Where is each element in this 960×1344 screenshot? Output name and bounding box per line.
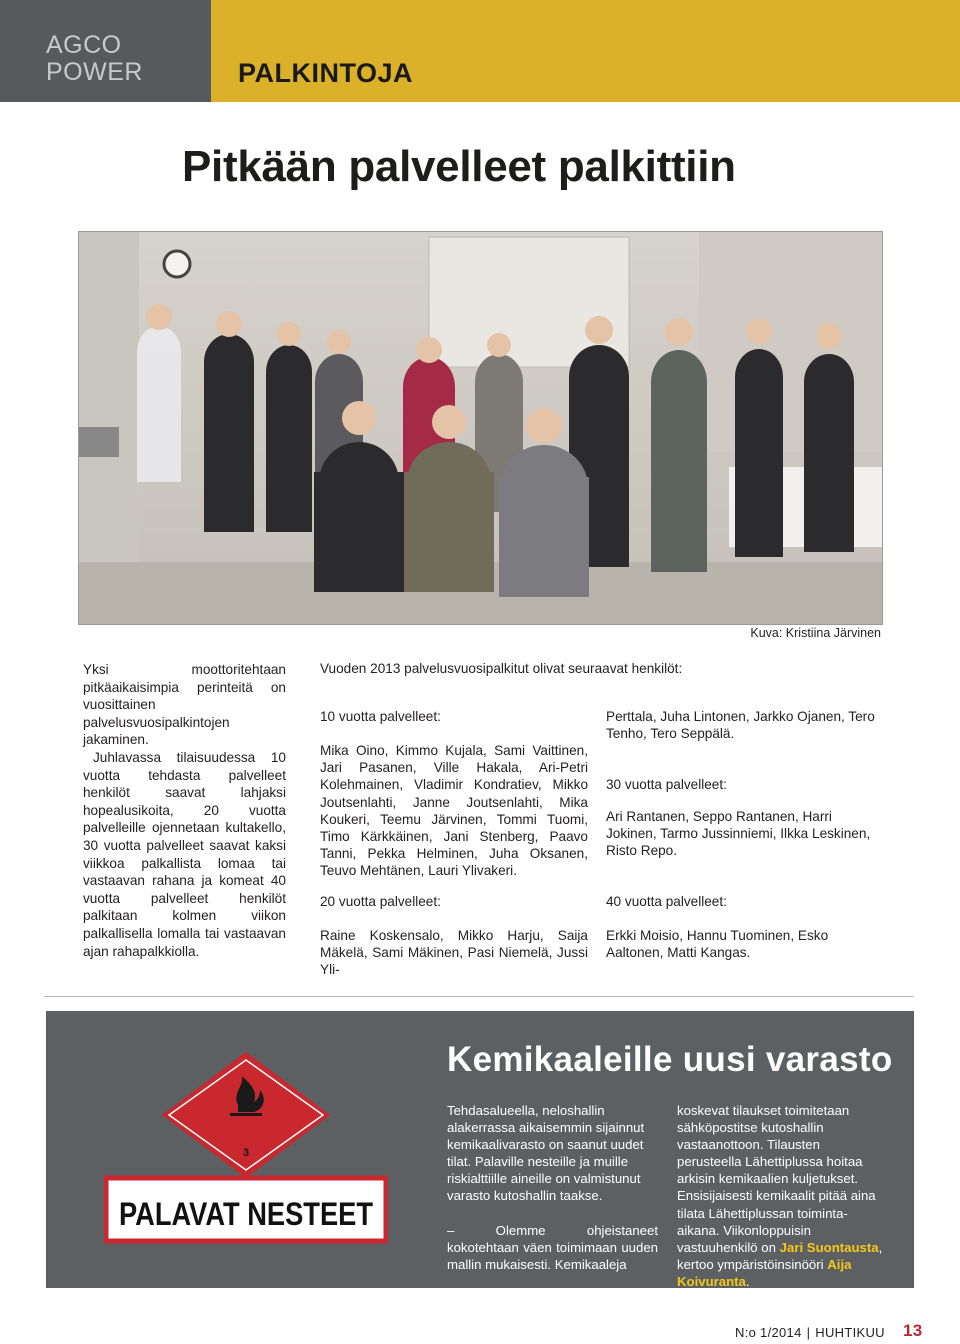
heading-20-years: 20 vuotta palvelleet:	[320, 894, 441, 909]
placard-label: PALAVAT NESTEET	[119, 1196, 374, 1232]
box-col1-paragraph-2: – Olemme ohjeistaneet kokotehtaan väen toimimaan uuden mallin mukaisesti. Kemikaaleja	[447, 1222, 658, 1272]
page-number: 13	[903, 1321, 923, 1340]
brand-line-2: POWER	[46, 58, 143, 86]
box-column-2	[677, 1102, 888, 1290]
awards-lead: Vuoden 2013 palvelusvuosipalkitut olivat seuraavat henkilöt:	[320, 661, 683, 676]
box-col1-paragraph-1: Tehdasalueella, neloshallin alakerrassa aikaisemmin sijainnut kemikaalivarasto on saanut uudet tilat. Palaville nesteille ja muille riskialttiille aineille on valmistunut varasto kutoshallin taakse.	[447, 1103, 645, 1204]
flammable-liquids-placard	[104, 1050, 388, 1244]
section-title: PALKINTOJA	[238, 58, 414, 88]
names-30-years: Ari Rantanen, Seppo Rantanen, Harri Jokinen, Tarmo Jussinniemi, Ilkka Leskinen, Risto Repo.	[606, 809, 871, 859]
box-col2-text-c: .	[745, 1273, 750, 1289]
section-divider	[44, 996, 914, 997]
box-column-1	[447, 1102, 658, 1273]
page-footer	[735, 1321, 923, 1340]
article-body: Juhlavassa tilaisuudessa 10 vuotta tehdasta palvelleet henkilöt saavat lahjaksi hopealusikoita, 20 vuotta palvelleille ojennetaan kultakello, 30 vuotta palvelleet saavat kaksi viikkoa palkallista lomaa tai vastaavan rahana ja komeat 40 vuotta palvelleet henkilöt palkitaan kolmen viikon palkallisella lomalla tai vastaavan ajan rahapalkkiolla.	[83, 750, 286, 959]
box-col2-text-a: koskevat tilaukset toimitetaan sähköpostitse kutoshallin vastaanottoon. Tilausten perusteella Lähettiplussa hoitaa arkisin kemikaalien kuljetukset. Ensisijaisesti kemikaalit pitää aina tilata Lähettiplussan toiminta-aikana. Viikonloppuisin vastuuhenkilö on	[677, 1103, 876, 1255]
heading-40-years: 40 vuotta palvelleet:	[606, 894, 727, 909]
issue-number: N:o 1/2014	[735, 1325, 802, 1340]
names-40-years: Erkki Moisio, Hannu Tuominen, Esko Aaltonen, Matti Kangas.	[606, 928, 829, 961]
photo-credit: Kuva: Kristiina Järvinen	[750, 626, 881, 640]
article-intro: Yksi moottoritehtaan pitkäaikaisimpia perinteitä on vuosittainen palvelusvuosipalkintojen jakaminen.	[83, 662, 286, 748]
footer-separator: |	[806, 1325, 811, 1340]
brand-line-1: AGCO	[46, 31, 122, 59]
engineer-name: Aija Koivuranta	[677, 1256, 852, 1289]
flammable-diamond-icon	[162, 1052, 330, 1178]
box-headline: Kemikaaleille uusi varasto	[447, 1040, 893, 1079]
names-10-years: Mika Oino, Kimmo Kujala, Sami Vaittinen, Jari Pasanen, Ville Hakala, Ari-Petri Kolehmainen, Vladimir Kondratiev, Mikko Joutsenlahti, Janne Joutsenlahti, Mika Koukeri, Teemu Järvinen, Tommi Tuomi, Timo Kärkkäinen, Jani Stenberg, Paavo Tanni, Pekka Helminen, Juha Oksanen, Teuvo Mehtänen, Lauri Ylivakeri.	[320, 743, 588, 879]
agco-power-logo	[46, 32, 143, 86]
svg-text:3: 3	[242, 1147, 250, 1159]
heading-10-years: 10 vuotta palvelleet:	[320, 709, 441, 724]
contact-person-name: Jari Suontausta	[779, 1239, 879, 1255]
group-photo	[78, 231, 883, 625]
article-headline: Pitkään palvelleet palkittiin	[182, 142, 736, 191]
issue-month: HUHTIKUU	[815, 1325, 885, 1340]
names-20-years-part2: Perttala, Juha Lintonen, Jarkko Ojanen, Tero Tenho, Tero Seppälä.	[606, 709, 875, 742]
names-20-years-part1: Raine Koskensalo, Mikko Harju, Saija Mäkelä, Sami Mäkinen, Pasi Niemelä, Jussi Yli-	[320, 928, 588, 978]
heading-30-years: 30 vuotta palvelleet:	[606, 777, 727, 792]
box-col2-text-b: , kertoo ympäristöinsinööri	[677, 1239, 883, 1272]
